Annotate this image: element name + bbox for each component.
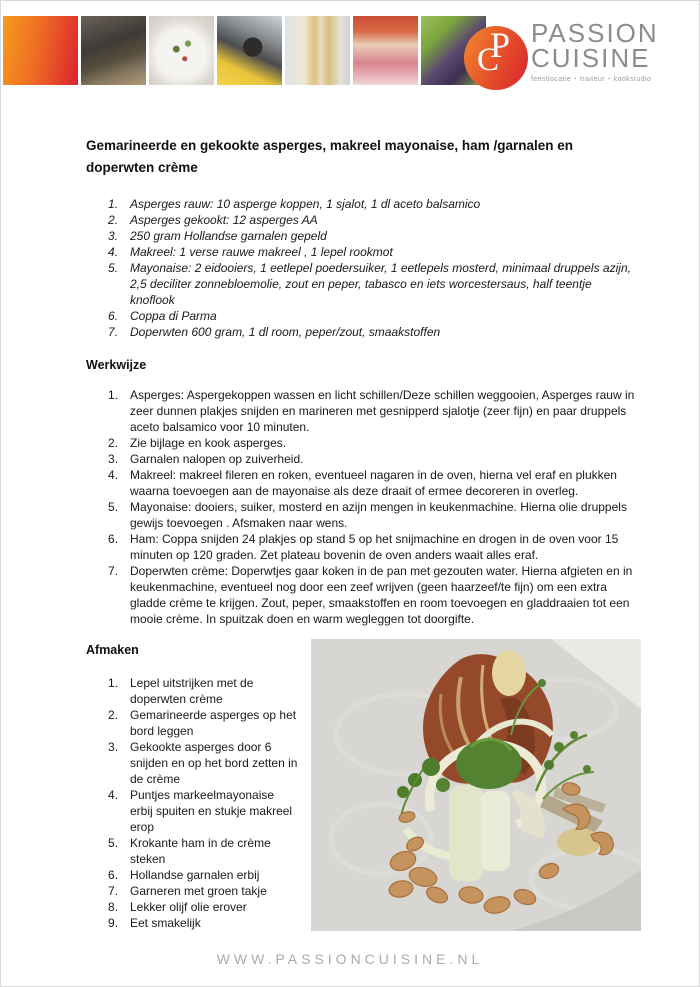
recipe-title: Gemarineerde en gekookte asperges, makreel mayonaise, ham /garnalen en doperwten crème: [86, 138, 573, 175]
list-item: Asperges: Aspergekoppen wassen en licht schillen/Deze schillen weggooien, Asperges rauw in zeer dunnen plakjes snijden en marineren met gesnipperd sjalotje (zeer fijn) en paar druppels aceto balsamico voor 10 minuten.: [130, 388, 635, 434]
dish-photo: [311, 639, 641, 931]
header-photo-strip: [3, 16, 486, 85]
logo-letter-p: P: [490, 25, 511, 65]
list-item: Lepel uitstrijken met de doperwten crème: [130, 676, 254, 706]
list-item: Zie bijlage en kook asperges.: [130, 436, 287, 450]
photo-champagne-toast: [285, 16, 350, 85]
list-item: Mayonaise: dooiers, suiker, mosterd en azijn mengen in keukenmachine. Hierna olie druppels gewijs toevoegen . Afsmaken naar wens.: [130, 500, 627, 530]
list-item: Lekker olijf olie erover: [130, 900, 247, 914]
list-item: Eet smakelijk: [130, 916, 201, 930]
tagline-word: feestlocatie: [531, 76, 572, 83]
list-item: 250 gram Hollandse garnalen gepeld: [130, 229, 327, 243]
list-item: Makreel: 1 verse rauwe makreel , 1 lepel rookmot: [130, 245, 393, 259]
list-item: Garneren met groen takje: [130, 884, 267, 898]
list-item: Asperges gekookt: 12 asperges AA: [130, 213, 318, 227]
list-item: Krokante ham in de crème steken: [130, 836, 271, 866]
logo-letter-c: C: [477, 42, 500, 78]
list-item: Mayonaise: 2 eidooiers, 1 eetlepel poedersuiker, 1 eetlepels mosterd, minimaal druppels azijn, 2,5 deciliter zonnebloemolie, zout en peper, tabasco en iets worcestersaus, half teentje knoflook: [130, 261, 631, 307]
tagline-word: kookstudio: [613, 76, 652, 83]
list-item: Coppa di Parma: [130, 309, 217, 323]
tagline-dot: ·: [607, 76, 611, 83]
list-item: Asperges rauw: 10 asperge koppen, 1 sjalot, 1 dl aceto balsamico: [130, 197, 481, 211]
werkwijze-heading: Werkwijze: [86, 358, 147, 372]
photo-plated-dish: [149, 16, 214, 85]
photo-oysters: [81, 16, 146, 85]
tagline-word: traiteur: [579, 76, 605, 83]
list-item: Garnalen nalopen op zuiverheid.: [130, 452, 304, 466]
brand-name-line1: PASSION: [531, 18, 659, 48]
list-item: Gemarineerde asperges op het bord leggen: [130, 708, 297, 738]
list-item: Hollandse garnalen erbij: [130, 868, 260, 882]
list-item: Ham: Coppa snijden 24 plakjes op stand 5 op het snijmachine en drogen in de oven voor 15 minuten op 120 graden. Zet plateau bovenin de oven anders waait alles eraf.: [130, 532, 619, 562]
brand-logo: [531, 18, 659, 83]
afmaken-heading: Afmaken: [86, 643, 139, 657]
list-item: Doperwten crème: Doperwtjes gaar koken in de pan met gezouten water. Hierna afgieten en in keukenmachine, eventueel nog door een zeef wrijven (geen haarzeef/te fijn) om een extra gladde crème te krijgen. Zout, peper, smaakstoffen en room toevoegen en gladdraaien tot een mooie crème. In spuitzak doen en warm wegleggen tot doorgifte.: [130, 564, 633, 626]
ingredients-list: [106, 196, 638, 340]
werkwijze-steps: [106, 387, 643, 627]
brand-gradient-tile: [3, 16, 78, 85]
list-item: Doperwten 600 gram, 1 dl room, peper/zout, smaakstoffen: [130, 325, 441, 339]
afmaken-steps: [106, 675, 298, 931]
tagline-dot: ·: [574, 76, 577, 83]
artichoke-petal: [492, 650, 526, 696]
list-item: Puntjes markeelmayonaise erbij spuiten en stukje makreel erop: [130, 788, 293, 834]
list-item: Makreel: makreel fileren en roken, eventueel nagaren in de oven, hierna vel eraf en plukken waarna toevoegen aan de mayonaise als deze draait of ermee decoreren in overleg.: [130, 468, 617, 498]
potato-piece: [557, 828, 601, 856]
photo-tomatoes-ham: [353, 16, 418, 85]
footer-url[interactable]: WWW.PASSIONCUISINE.NL: [216, 951, 484, 967]
photo-chef-lobster: [217, 16, 282, 85]
logo-monogram: [464, 26, 528, 90]
list-item: Gekookte asperges door 6 snijden en op het bord zetten in de crème: [130, 740, 298, 786]
brand-name-line2: CUISINE: [531, 43, 651, 73]
brand-tagline: [531, 76, 659, 83]
